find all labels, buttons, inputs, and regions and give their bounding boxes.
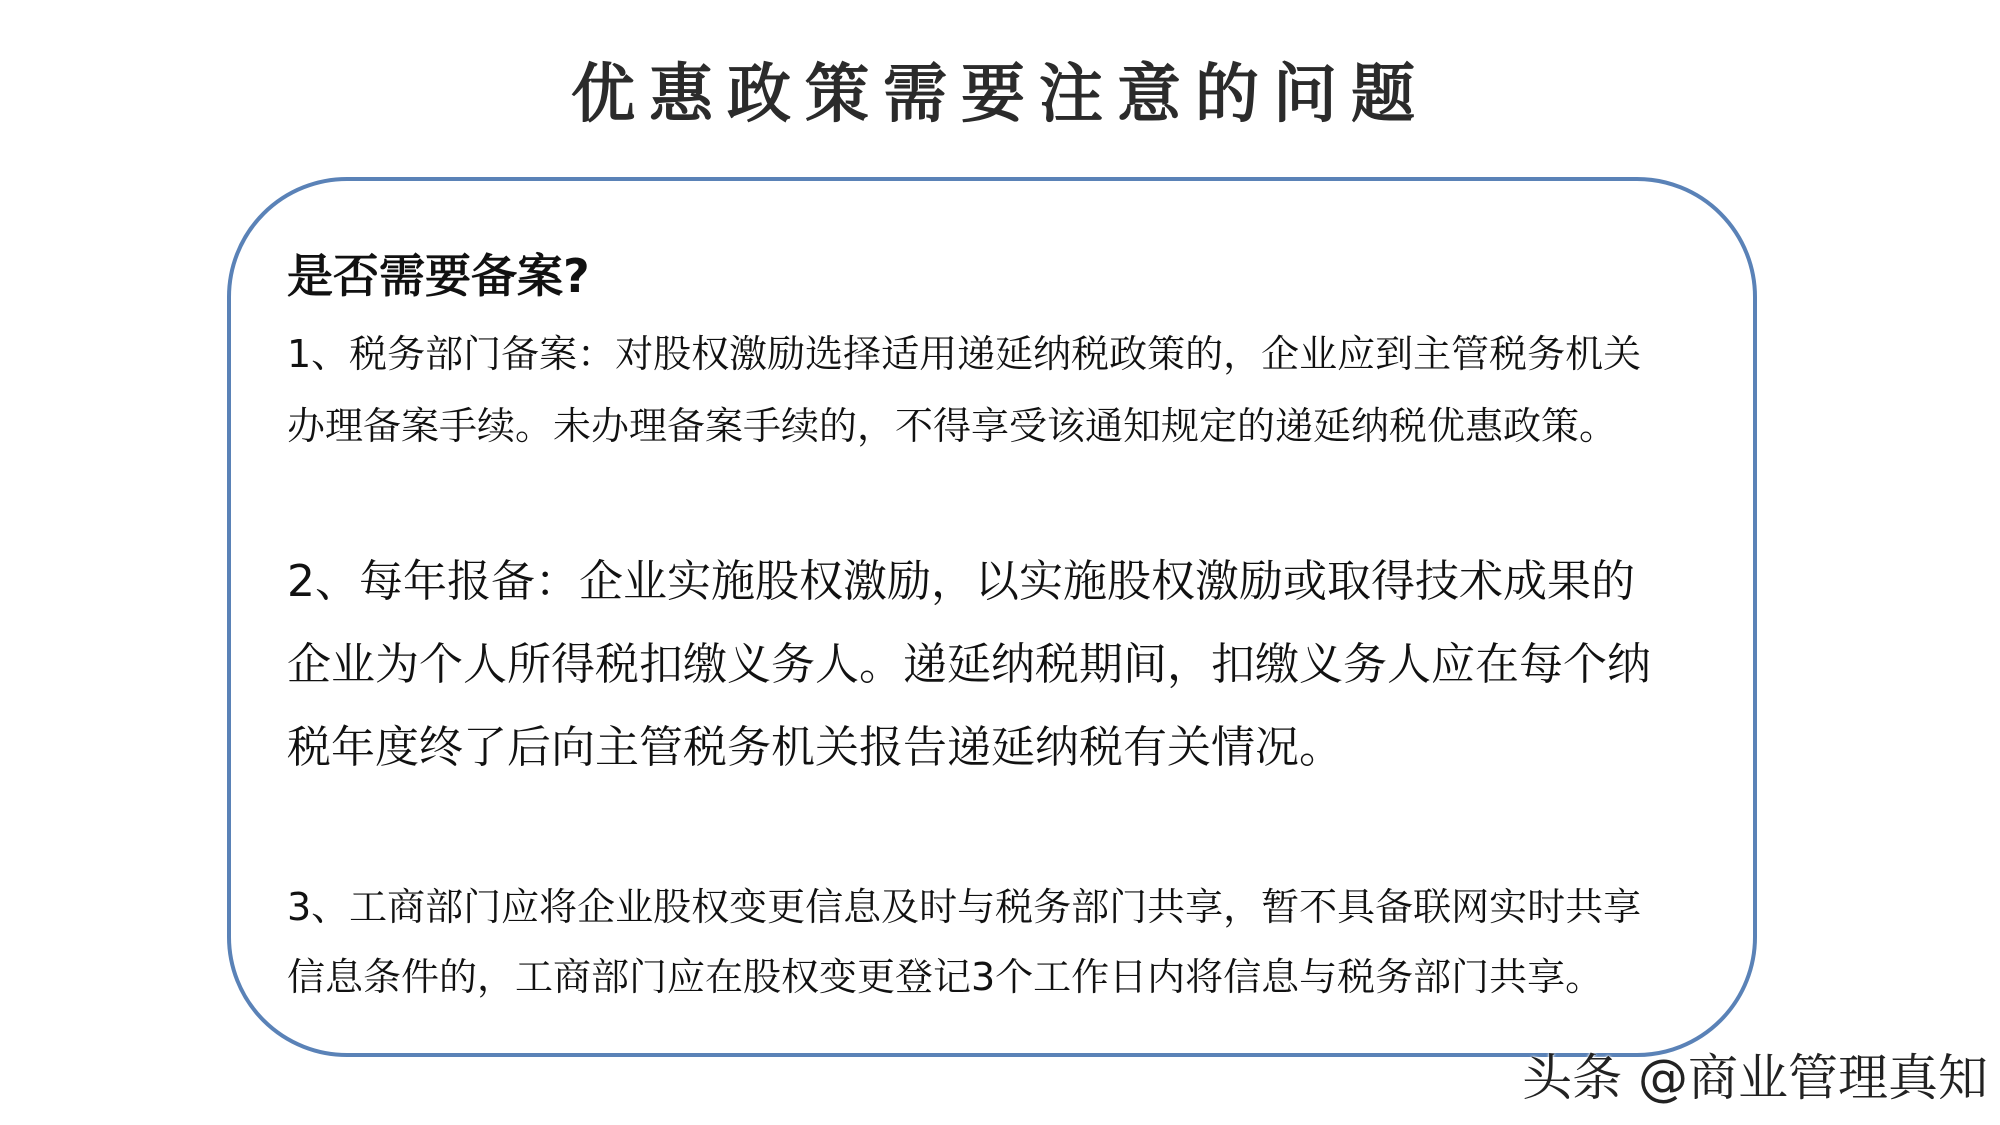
section-heading: 是否需要备案?	[287, 249, 590, 303]
paragraph-line: 企业为个人所得税扣缴义务人。递延纳税期间，扣缴义务人应在每个纳	[287, 639, 1651, 690]
paragraph-1	[287, 318, 1641, 462]
paragraph-2	[287, 540, 1651, 789]
paragraph-line: 税年度终了后向主管税务机关报告递延纳税有关情况。	[287, 722, 1343, 773]
paragraph-line: 1、税务部门备案：对股权激励选择适用递延纳税政策的，企业应到主管税务机关	[287, 332, 1642, 376]
paragraph-line: 办理备案手续。未办理备案手续的，不得享受该通知规定的递延纳税优惠政策。	[287, 404, 1618, 448]
watermark: 头条 @商业管理真知	[1522, 1049, 1988, 1107]
paragraph-line: 信息条件的，工商部门应在股权变更登记3个工作日内将信息与税务部门共享。	[287, 955, 1604, 999]
paragraph-3	[287, 872, 1641, 1012]
paragraph-line: 2、每年报备：企业实施股权激励，以实施股权激励或取得技术成果的	[287, 556, 1635, 607]
page-title: 优惠政策需要注意的问题	[571, 57, 1429, 132]
paragraph-line: 3、工商部门应将企业股权变更信息及时与税务部门共享，暂不具备联网实时共享	[287, 885, 1642, 929]
